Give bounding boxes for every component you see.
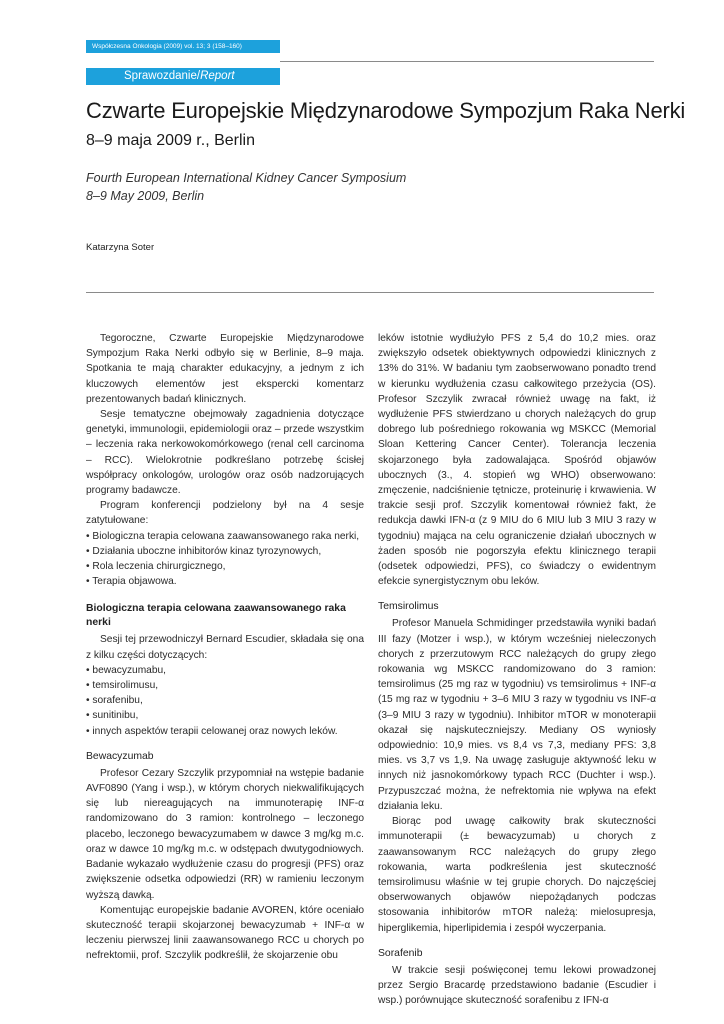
list-item: • Terapia objawowa. <box>86 576 177 588</box>
section-label-pl: Sprawozdanie/ <box>124 70 201 82</box>
schmidinger-paragraph: Profesor Manuela Schmidinger przedstawiła wyniki badań III fazy (Motzer i wsp.), w którym wcześniej nieleczonych chorych z przerzutowym RCC należących do grupy złego rokowania wg MSKCC randomizowano do 3 ramion: temsirolimus (25 mg raz w tygodniu) vs temsirolimus + INF-α (15 mg raz w tygodniu + 3–6 MIU 3 razy w tygodniu vs INF-α (3–9 MIU 3 razy w tygodniu). Inhibitor mTOR w monoterapii okazał się najskuteczniejszy. Mediany OS wyniosły odpowiednio: 10,9 mies. vs 8,4 vs 7,3, mediany PFS: 3,8 mies. vs 3,7 vs 1,9. Na uwagę zasługuje aktywność leku w innych niż jasnokomórkowy typach RCC (Duchter i wsp.). Przypuszczać można, że nefrektomia nie wpływa na efekt działania leku. <box>378 618 656 812</box>
english-title-line2: 8–9 May 2009, Berlin <box>86 189 205 203</box>
english-title-line1: Fourth European International Kidney Cancer Symposium <box>86 171 407 185</box>
list-item: • Biologiczna terapia celowana zaawansowanego raka nerki, <box>86 530 360 542</box>
english-title <box>86 169 406 205</box>
right-column <box>378 331 656 1008</box>
top-divider <box>280 61 654 62</box>
sessions-paragraph: Sesje tematyczne obejmowały zagadnienia dotyczące genetyki, immunologii, epidemiologii oraz – przede wszystkim – leczenia raka nerkowokomórkowego (renal cell carcinoma – RCC). Wielokrotnie podkreślano potrzebę ścisłej współpracy onkologów, urologów oraz osób nadzorujących programy badawcze. <box>86 409 364 497</box>
header-divider <box>86 292 654 293</box>
avoren-results-paragraph: leków istotnie wydłużyło PFS z 5,4 do 10,2 mies. oraz zwiększyło odsetek obiektywnych odpowiedzi klinicznych z 13% do 31%. W badaniu tym zaobserwowano ponadto trend w kierunku wydłużenia czasu całkowitego przeżycia (OS). Profesor Szczylik zwracał również uwagę na fakt, iż wydłużenie PFS stwierdzano u chorych należących do grup dobrego lub pośredniego rokowania wg MSKCC (Memorial Sloan Kettering Cancer Center). Tolerancja leczenia skojarzonego była zadowalająca. Spośród objawów ubocznych (3., 4. stopień wg WHO) obserwowano: zmęczenie, nadciśnienie tętnicze, proteinurię i krwawienia. W trakcie sesji prof. Szczylik komentował również fakt, że redukcja dawki IFN-α (z 9 MIU do 6 MIU lub 3 MIU 3 razy w tygodniu) mająca na celu ograniczenie działań ubocznych w żaden sposób nie pogorszyła efektu klinicznego terapii (odsetek odpowiedzi, PFS), co świadczy o ewidentnym efekcie synergistycznym obu leków. <box>378 333 656 588</box>
list-item: • Rola leczenia chirurgicznego, <box>86 561 226 573</box>
list-item: • bewacyzumabu, <box>86 664 167 676</box>
section-label-en: Report <box>200 70 235 82</box>
intro-paragraph: Tegoroczne, Czwarte Europejskie Międzynarodowe Sympozjum Raka Nerki odbyło się w Berlinie, 8–9 maja. Spotkania te mają charakter edukacyjny, a jednym z ich kluczowych elementów jest ekspercki komentarz prezentowanych badań klinicznych. <box>86 333 364 405</box>
list-item: • temsirolimusu, <box>86 680 159 692</box>
escudier-paragraph: Sesji tej przewodniczył Bernard Escudier, składała się ona z kilku części dotyczących: <box>86 634 364 661</box>
immunotherapy-paragraph: Biorąc pod uwagę całkowity brak skuteczności immunoterapii (± bewacyzumab) u chorych z zaawansowanym RCC należących do grupy złego rokowania, warta podkreślenia jest skuteczność temsirolimusu właśnie w tej grupie chorych. Do najczęściej obserwowanych objawów niepożądanych podczas stosowania inhibitorów mTOR należą: mielosupresja, hiperglikemia, hiperlipidemia i zespół wyczerpania. <box>378 816 656 934</box>
list-item: • sorafenibu, <box>86 695 143 707</box>
heading-sorafenib: Sorafenib <box>378 947 423 959</box>
article-title: Czwarte Europejskie Międzynarodowe Sympozjum Raka Nerki <box>86 98 686 123</box>
list-item: • sunitinibu, <box>86 710 139 722</box>
left-column <box>86 331 364 964</box>
avoren-paragraph: Komentując europejskie badanie AVOREN, które oceniało skuteczność terapii skojarzonej bewacyzumab + INF-α w leczeniu pierwszej linii zaawansowanego RCC u chorych po nefrektomii, prof. Szczylik podkreślił, że skojarzenie obu <box>86 904 364 962</box>
list-item: • innych aspektów terapii celowanej oraz nowych leków. <box>86 725 338 737</box>
bracarda-paragraph: W trakcie sesji poświęconej temu lekowi prowadzonej przez Sergio Bracardę przedstawiono badanie (Escudier i wsp.) porównujące skuteczność sorafenibu z IFN-α <box>378 964 656 1007</box>
list-item: • Działania uboczne inhibitorów kinaz tyrozynowych, <box>86 545 322 557</box>
section-label <box>86 68 280 85</box>
heading-biological-therapy: Biologiczna terapia celowana zaawansowanego raka nerki <box>86 603 346 629</box>
avf0890-paragraph: Profesor Cezary Szczylik przypomniał na wstępie badanie AVF0890 (Yang i wsp.), w którym chorych niekwalifikujących się lub niereagujących na immunoterapię INF-α randomizowano do 3 ramion: kontrolnego – leczonego placebo, leczonego bewacyzumabem w dawce 3 mg/kg m.c. oraz w dawce 10 mg/kg m.c. w odstępach dwutygodniowych. Badanie wykazało wydłużenie czasu do progresji (PFS) oraz zwiększenie odsetka odpowiedzi (RR) w ramieniu leczonym wyższą dawką. <box>86 767 364 901</box>
program-paragraph: Program konferencji podzielony był na 4 sesje zatytułowane: <box>86 500 364 527</box>
author-name: Katarzyna Soter <box>86 242 155 253</box>
heading-temsirolimus: Temsirolimus <box>378 601 439 613</box>
article-subtitle: 8–9 maja 2009 r., Berlin <box>86 132 255 149</box>
heading-bevacizumab: Bewacyzumab <box>86 750 154 762</box>
journal-citation: Współczesna Onkologia (2009) vol. 13; 3 (158–160) <box>86 40 280 53</box>
